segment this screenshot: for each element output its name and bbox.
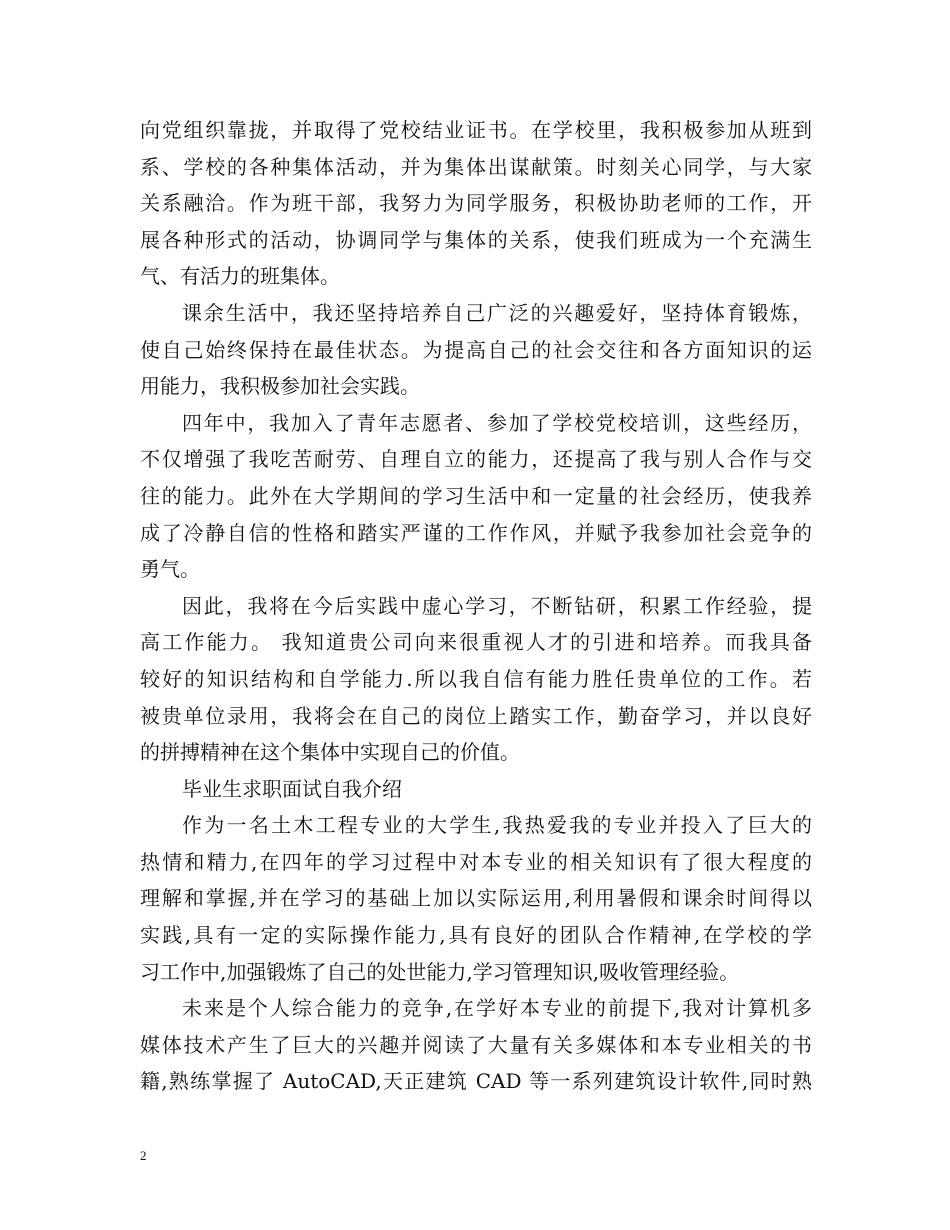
text-line: 较好的知识结构和自学能力.所以我自信有能力胜任贵单位的工作。若 bbox=[140, 666, 812, 691]
text-line: 媒体技术产生了巨大的兴趣并阅读了大量有关多媒体和本专业相关的书 bbox=[140, 1032, 812, 1057]
text-line: 四年中，我加入了青年志愿者、参加了学校党校培训，这些经历， bbox=[182, 410, 812, 435]
text-line: 理解和掌握,并在学习的基础上加以实际运用,利用暑假和课余时间得以 bbox=[140, 886, 812, 911]
text-line: 籍,熟练掌握了 AutoCAD,天正建筑 CAD 等一系列建筑设计软件,同时熟 bbox=[140, 1069, 812, 1094]
text-line: 的拼搏精神在这个集体中实现自己的价值。 bbox=[140, 740, 520, 765]
text-line: 气、有活力的班集体。 bbox=[140, 264, 340, 289]
text-line: 使自己始终保持在最佳状态。为提高自己的社会交往和各方面知识的运 bbox=[140, 337, 812, 362]
text-line: 不仅增强了我吃苦耐劳、自理自立的能力，还提高了我与别人合作与交 bbox=[140, 447, 812, 472]
text-line: 系、学校的各种集体活动，并为集体出谋献策。时刻关心同学，与大家 bbox=[140, 154, 812, 179]
text-line: 用能力，我积极参加社会实践。 bbox=[140, 374, 420, 399]
text-line: 高工作能力。 我知道贵公司向来很重视人才的引进和培养。而我具备 bbox=[140, 630, 812, 655]
text-line: 未来是个人综合能力的竞争,在学好本专业的前提下,我对计算机多 bbox=[182, 996, 812, 1021]
text-line: 习工作中,加强锻炼了自己的处世能力,学习管理知识,吸收管理经验。 bbox=[140, 959, 740, 984]
text-line: 向党组织靠拢，并取得了党校结业证书。在学校里，我积极参加从班到 bbox=[140, 118, 812, 142]
text-line: 课余生活中，我还坚持培养自己广泛的兴趣爱好，坚持体育锻炼， bbox=[182, 300, 812, 325]
text-line: 因此，我将在今后实践中虚心学习，不断钻研，积累工作经验，提 bbox=[182, 593, 812, 618]
text-line: 实践,具有一定的实际操作能力,具有良好的团队合作精神,在学校的学 bbox=[140, 923, 812, 948]
document-body bbox=[140, 112, 812, 1100]
section-heading: 毕业生求职面试自我介绍 bbox=[182, 776, 402, 801]
text-line: 往的能力。此外在大学期间的学习生活中和一定量的社会经历，使我养 bbox=[140, 483, 812, 508]
text-line: 成了冷静自信的性格和踏实严谨的工作作风，并赋予我参加社会竞争的 bbox=[140, 520, 812, 545]
text-line: 勇气。 bbox=[140, 557, 200, 582]
text-line: 作为一名土木工程专业的大学生,我热爱我的专业并投入了巨大的 bbox=[182, 813, 812, 838]
text-line: 展各种形式的活动，协调同学与集体的关系，使我们班成为一个充满生 bbox=[140, 227, 812, 252]
text-line: 热情和精力,在四年的学习过程中对本专业的相关知识有了很大程度的 bbox=[140, 849, 812, 874]
text-line: 被贵单位录用，我将会在自己的岗位上踏实工作，勤奋学习，并以良好 bbox=[140, 703, 812, 728]
text-line: 关系融洽。作为班干部，我努力为同学服务，积极协助老师的工作，开 bbox=[140, 191, 812, 216]
page-number: 2 bbox=[140, 1148, 147, 1163]
